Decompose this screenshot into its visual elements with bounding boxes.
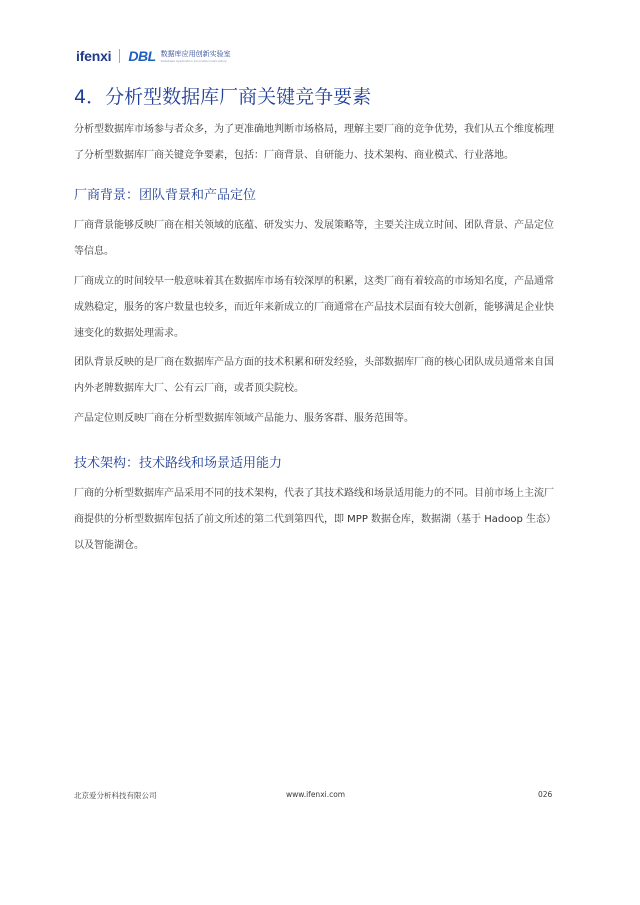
section1-paragraph-4: 产品定位则反映厂商在分析型数据库领域产品能力、服务客群、服务范围等。 bbox=[74, 413, 414, 424]
header-divider bbox=[119, 49, 120, 63]
intro-paragraph: 分析型数据库市场参与者众多，为了更准确地判断市场格局，理解主要厂商的竞争优势，我们从五个维度梳理了分析型数据库厂商关键竞争要素，包括：厂商背景、自研能力、技术架构、商业模式、行业落地。 bbox=[74, 124, 554, 161]
footer-page-number: 026 bbox=[538, 790, 553, 799]
lab-subtitle: Database Application Innovation Laboratory bbox=[160, 58, 227, 63]
section1-paragraph-2: 厂商成立的时间较早一般意味着其在数据库市场有较深厚的积累，这类厂商有着较高的市场知名度，产品通常成熟稳定，服务的客户数量也较多，而近年来新成立的厂商通常在产品技术层面有较大创新，能够满足企业快速变化的数据处理需求。 bbox=[74, 276, 554, 339]
section1-paragraph-3: 团队背景反映的是厂商在数据库产品方面的技术积累和研发经验，头部数据库厂商的核心团队成员通常来自国内外老牌数据库大厂、公有云厂商，或者顶尖院校。 bbox=[74, 357, 554, 394]
ifenxi-logo: ifenxi bbox=[76, 48, 112, 64]
header bbox=[76, 44, 231, 68]
footer-company: 北京爱分析科技有限公司 bbox=[74, 791, 157, 800]
dbl-logo: DBL bbox=[128, 48, 156, 64]
section2-heading: 技术架构：技术路线和场景适用能力 bbox=[74, 456, 283, 471]
lab-name: 数据库应用创新实验室 bbox=[160, 49, 231, 58]
section2-paragraph-1: 厂商的分析型数据库产品采用不同的技术架构，代表了其技术路线和场景适用能力的不同。目前市场上主流厂商提供的分析型数据库包括了前文所述的第二代到第四代，即 MPP 数据仓库，数据湖（基于 Hadoop 生态）以及智能湖仓。 bbox=[74, 488, 554, 551]
section1-paragraph-1: 厂商背景能够反映厂商在相关领域的底蕴、研发实力、发展策略等，主要关注成立时间、团队背景、产品定位等信息。 bbox=[74, 220, 554, 257]
section1-heading: 厂商背景：团队背景和产品定位 bbox=[74, 188, 257, 203]
page-title: 4．分析型数据库厂商关键竞争要素 bbox=[74, 86, 372, 108]
lab-block bbox=[161, 50, 231, 63]
footer-website[interactable]: www.ifenxi.com bbox=[286, 790, 346, 799]
